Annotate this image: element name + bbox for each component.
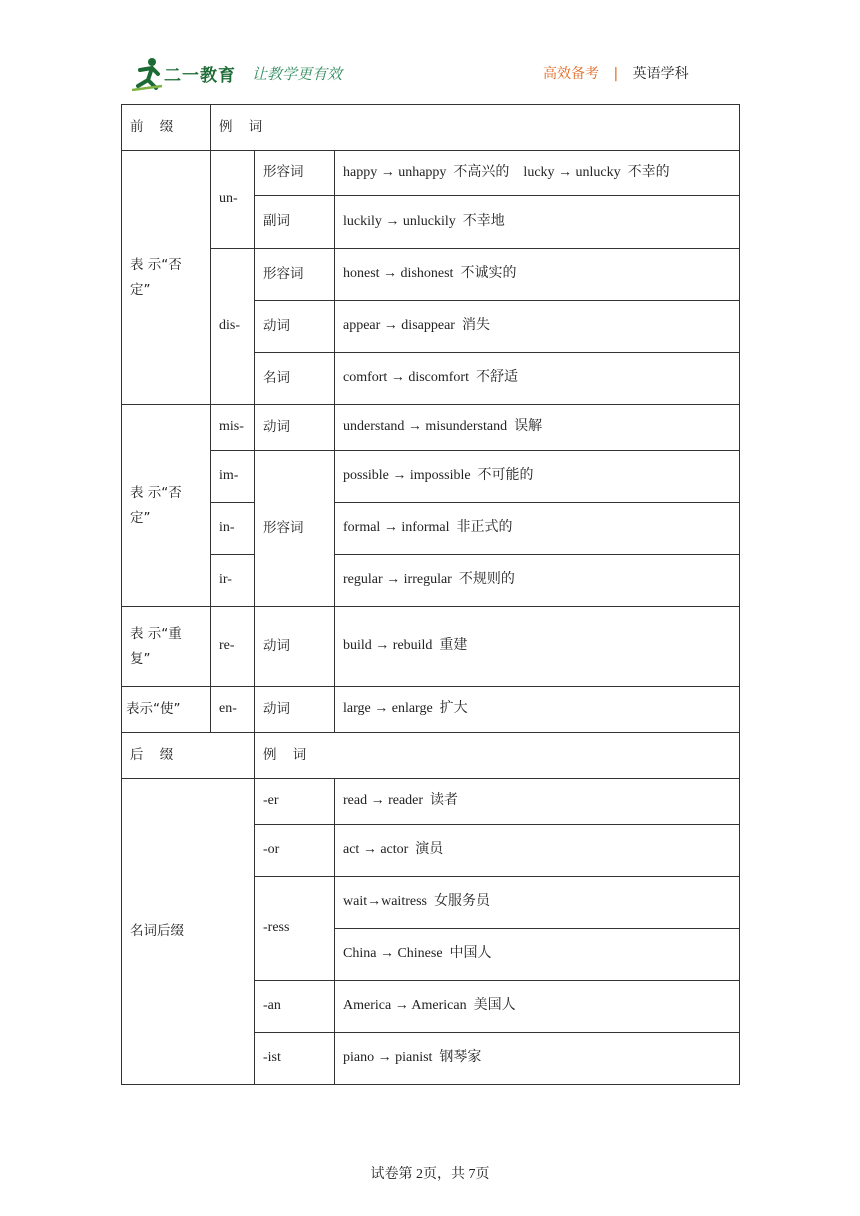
suffix-cell: -or [255, 825, 335, 877]
prefix-cell: ir- [211, 555, 255, 607]
example-cell: wait→waitress 女服务员 [335, 877, 740, 929]
prefix-col-header: 前 缀 [122, 105, 211, 151]
example-cell: understand → misunderstand 误解 [335, 405, 740, 451]
suffix-cell: -ress [255, 877, 335, 981]
table-row [122, 779, 740, 825]
prefix-header-row [122, 105, 740, 151]
pos-cell: 动词 [255, 687, 335, 733]
runner-logo-icon [132, 56, 164, 92]
pos-cell: 形容词 [255, 451, 335, 607]
example-cell: happy → unhappy 不高兴的 lucky → unlucky 不幸的 [335, 151, 740, 196]
prefix-cell: mis- [211, 405, 255, 451]
table-row [122, 607, 740, 687]
example-col-header: 例 词 [255, 733, 740, 779]
table-row [122, 451, 740, 503]
table-row [122, 249, 740, 301]
example-cell: possible → impossible 不可能的 [335, 451, 740, 503]
pos-cell: 副词 [255, 196, 335, 249]
prefix-cell: im- [211, 451, 255, 503]
example-cell: comfort → discomfort 不舒适 [335, 353, 740, 405]
pos-cell: 动词 [255, 607, 335, 687]
table-row [122, 555, 740, 607]
suffix-col-header: 后 缀 [122, 733, 255, 779]
example-cell: formal → informal 非正式的 [335, 503, 740, 555]
logo [132, 56, 362, 92]
category-cell: 名词后缀 [122, 779, 255, 1085]
logo-text: 二一教育 [164, 66, 236, 86]
table-row [122, 405, 740, 451]
example-cell: piano → pianist 钢琴家 [335, 1033, 740, 1085]
prefix-cell: re- [211, 607, 255, 687]
affix-table [121, 104, 740, 1085]
example-cell: luckily → unluckily 不幸地 [335, 196, 740, 249]
example-cell: act → actor 演员 [335, 825, 740, 877]
header-separator: | [613, 66, 619, 82]
header-subject-name: 英语学科 [632, 66, 689, 82]
suffix-cell: -an [255, 981, 335, 1033]
slogan: 让教学更有效 [252, 65, 343, 83]
example-cell: regular → irregular 不规则的 [335, 555, 740, 607]
pos-cell: 形容词 [255, 249, 335, 301]
table-row [122, 151, 740, 196]
category-cell: 表 示“否定” [122, 405, 211, 607]
pos-cell: 名词 [255, 353, 335, 405]
suffix-header-row [122, 733, 740, 779]
page-footer: 试卷第 2页，共 7页 [370, 1167, 490, 1182]
example-cell: build → rebuild 重建 [335, 607, 740, 687]
pos-cell: 动词 [255, 301, 335, 353]
example-cell: America → American 美国人 [335, 981, 740, 1033]
header-tag: 高效备考 [543, 66, 599, 82]
example-cell: appear → disappear 消失 [335, 301, 740, 353]
example-cell: large → enlarge 扩大 [335, 687, 740, 733]
example-cell: China → Chinese 中国人 [335, 929, 740, 981]
prefix-cell: en- [211, 687, 255, 733]
prefix-cell: dis- [211, 249, 255, 405]
suffix-cell: -er [255, 779, 335, 825]
table-row [122, 503, 740, 555]
suffix-cell: -ist [255, 1033, 335, 1085]
page-header [0, 0, 860, 100]
example-cell: honest → dishonest 不诚实的 [335, 249, 740, 301]
prefix-cell: in- [211, 503, 255, 555]
example-col-header: 例 词 [211, 105, 740, 151]
category-cell: 表 示“重复” [122, 607, 211, 687]
table-row [122, 687, 740, 733]
header-subject [543, 63, 689, 83]
category-cell: 表示“使” [122, 687, 211, 733]
pos-cell: 动词 [255, 405, 335, 451]
prefix-cell: un- [211, 151, 255, 249]
example-cell: read → reader 读者 [335, 779, 740, 825]
category-cell: 表 示“否定” [122, 151, 211, 405]
pos-cell: 形容词 [255, 151, 335, 196]
